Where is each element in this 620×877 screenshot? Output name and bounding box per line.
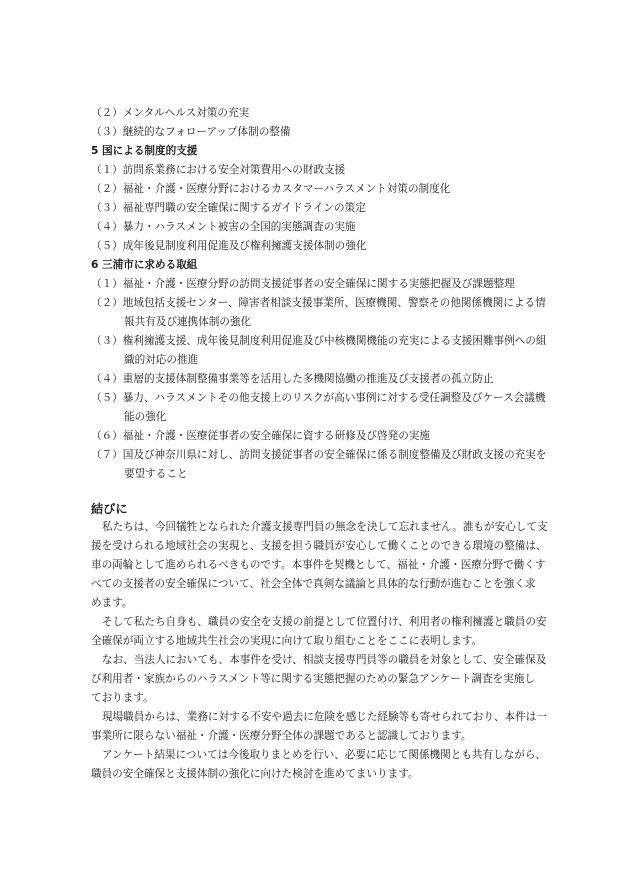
closing-line-2: 援を受けられる地域社会の実現と、支援を担う職員が安心して働くことのできる環境の整備は、 xyxy=(91,540,547,552)
section5-heading: 5 国による制度的支援 xyxy=(91,145,198,157)
section5-item-1: （１）訪問系業務における安全対策費用への財政支援 xyxy=(91,164,346,176)
closing-line-13: アンケート結果については今後取りまとめを行い、必要に応じて関係機関とも共有しながら、 xyxy=(102,749,547,761)
section5-item-3: （３）福祉専門職の安全確保に関するガイドラインの策定 xyxy=(91,202,366,214)
closing-line-12: 事業所に限らない福祉・介護・医療分野全体の課題であると認識しております。 xyxy=(91,730,472,742)
closing-line-4: べての支援者の安全確保について、社会全体で真剣な議論と具体的な行動が進むことを強く求 xyxy=(91,578,536,590)
closing-line-1: 私たちは、今回犠牲となられた介護支援専門員の無念を決して忘れません。誰もが安心して支 xyxy=(102,521,548,533)
section6-item-2-cont: 報共有及び連携体制の強化 xyxy=(124,316,252,328)
closing-line-8: なお、当法人においても、本事件を受け、相談支援専門員等の職員を対象として、安全確保及 xyxy=(102,654,547,666)
section5-item-4: （４）暴力・ハラスメント被害の全国的実態調査の実施 xyxy=(91,221,356,233)
closing-heading: 結びに xyxy=(91,502,128,516)
section5-item-5: （５）成年後見制度利用促進及び権利擁護支援体制の強化 xyxy=(91,240,367,252)
section6-item-1: （１）福祉・介護・医療分野の訪問支援従事者の安全確保に関する実態把握及び課題整理 xyxy=(91,278,515,290)
section6-item-3-cont: 織的対応の推進 xyxy=(124,354,199,366)
section6-item-3: （３）権利擁護支援、成年後見制度利用促進及び中核機関機能の充実による支援困難事例への組 xyxy=(91,335,547,347)
section6-item-7-cont: 要望すること xyxy=(124,468,188,480)
section6-item-2: （２）地域包括支援センター、障害者相談支援事業所、医療機関、警察その他関係機関による情 xyxy=(91,297,546,309)
section6-item-4: （４）重層的支援体制整備事業等を活用した多機関協働の推進及び支援者の孤立防止 xyxy=(91,373,494,385)
section4-item-2: （２）メンタルヘルス対策の充実 xyxy=(91,107,250,119)
section6-item-5-cont: 能の強化 xyxy=(124,411,167,423)
closing-line-6: そして私たち自身も、職員の安全を支援の前提として位置付け、利用者の権利擁護と職員の安 xyxy=(102,616,547,628)
closing-line-10: ております。 xyxy=(91,692,154,704)
section6-heading: 6 三浦市に求める取組 xyxy=(91,259,198,271)
closing-line-11: 現場職員からは、業務に対する不安や過去に危険を感じた経験等も寄せられており、本件は一 xyxy=(102,711,547,723)
closing-line-5: めます。 xyxy=(91,597,133,609)
closing-line-14: 職員の安全確保と支援体制の強化に向けた検討を進めてまいります。 xyxy=(91,768,419,780)
section4-item-3: （３）継続的なフォローアップ体制の整備 xyxy=(91,126,291,138)
section6-item-6: （６）福祉・介護・医療従事者の安全確保に資する研修及び啓発の実施 xyxy=(91,430,430,442)
section5-item-2: （２）福祉・介護・医療分野におけるカスタマーハラスメント対策の制度化 xyxy=(91,183,451,195)
closing-line-9: び利用者・家族からのハラスメント等に関する実態把握のための緊急アンケート調査を実施し xyxy=(91,673,535,685)
closing-line-7: 全確保が両立する地域共生社会の実現に向けて取り組むことをここに表明します。 xyxy=(91,635,483,647)
section6-item-7: （７）国及び神奈川県に対し、訪問支援従事者の安全確保に係る制度整備及び財政支援の充実を xyxy=(91,449,547,461)
closing-line-3: 車の両輪として進められるべきものです。本事件を契機として、福祉・介護・医療分野で働くす xyxy=(91,559,546,571)
section6-item-5: （５）暴力、ハラスメントその他支援上のリスクが高い事例に対する受任調整及びケース会議機 xyxy=(91,392,546,404)
